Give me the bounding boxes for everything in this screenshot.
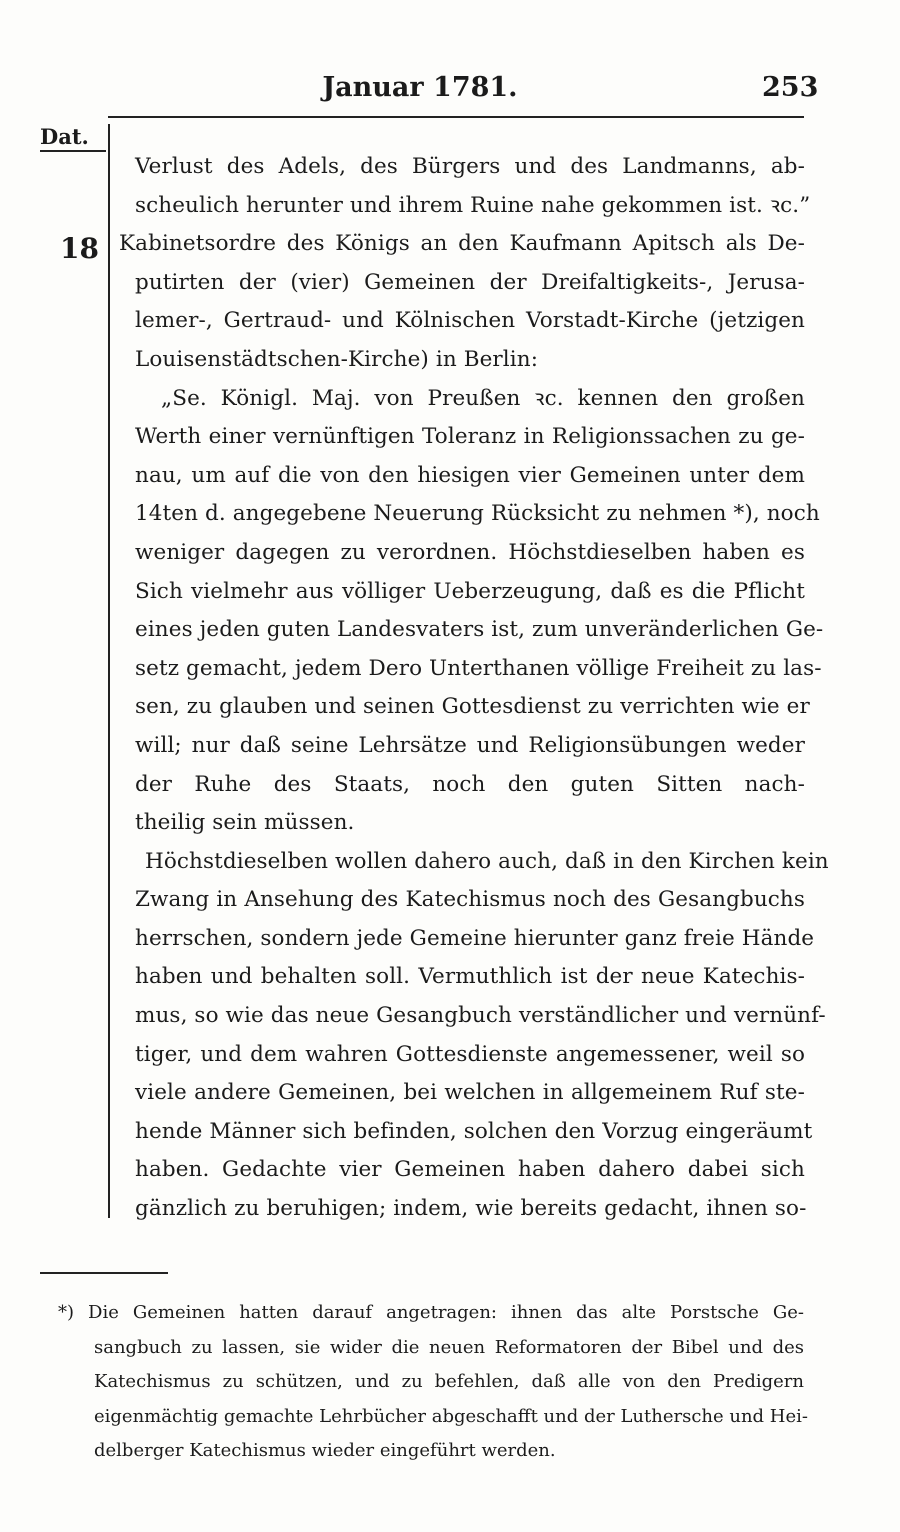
footnote-rule [40,1272,168,1274]
margin-date-label: Dat. [40,124,89,149]
footnote-line: eigenmächtig gemachte Lehrbücher abgeschafft und der Luthersche und Hei- [94,1405,808,1427]
text-line: Werth einer vernünftigen Toleranz in Religionssachen zu ge- [135,424,805,450]
footnote-line: sangbuch zu lassen, sie wider die neuen Reformatoren der Bibel und des [94,1336,804,1358]
text-line: Verlust des Adels, des Bürgers und des Landmanns, ab- [135,154,805,179]
text-line: Kabinetsordre des Königs an den Kaufmann Apitsch als De- [119,231,805,257]
running-head [0,68,900,108]
text-line: haben. Gedachte vier Gemeinen haben dahero dabei sich [135,1157,805,1183]
text-line: Zwang in Ansehung des Katechismus noch des Gesangbuchs [135,887,805,913]
text-line: putirten der (vier) Gemeinen der Dreifaltigkeits-, Jerusa- [135,269,805,295]
text-line: 14ten d. angegebene Neuerung Rücksicht zu nehmen *), noch [135,501,820,527]
text-line: theilig sein müssen. [135,810,355,836]
footnote-line: delberger Katechismus wieder eingeführt werden. [94,1440,556,1462]
text-line: sen, zu glauben und seinen Gottesdienst zu verrichten wie er [135,694,810,720]
text-line: haben und behalten soll. Vermuthlich ist der neue Katechis- [135,964,805,990]
text-line: viele andere Gemeinen, bei welchen in allgemeinem Ruf ste- [135,1080,805,1106]
text-line: Höchstdieselben wollen dahero auch, daß in den Kirchen kein [145,848,829,874]
text-line: eines jeden guten Landesvaters ist, zum unveränderlichen Ge- [135,617,824,643]
header-rule [108,116,804,118]
text-line: tiger, und dem wahren Gottesdienste angemessener, weil so [135,1041,805,1067]
text-line: will; nur daß seine Lehrsätze und Religionsübungen weder [135,732,805,758]
text-line: herrschen, sondern jede Gemeine hierunter ganz freie Hände [135,925,815,951]
text-line: der Ruhe des Staats, noch den guten Sitten nach- [135,771,805,797]
text-line: gänzlich zu beruhigen; indem, wie bereits gedacht, ihnen so- [135,1196,807,1222]
text-line: setz gemacht, jedem Dero Unterthanen völlige Freiheit zu las- [135,655,822,681]
text-line: Louisenstädtschen-Kirche) in Berlin: [135,346,539,372]
margin-rule [40,150,106,152]
footnote-line: Katechismus zu schützen, und zu befehlen, daß alle von den Predigern [94,1371,804,1393]
text-line: hende Männer sich befinden, solchen den Vorzug eingeräumt [135,1118,813,1144]
text-line: mus, so wie das neue Gesangbuch verständlicher und vernünf- [135,1003,826,1029]
margin-vertical-rule [108,124,110,1218]
main-text-column [119,148,829,1229]
footnote [58,1296,808,1469]
date-marker: 18 [60,232,99,265]
text-line: „Se. Königl. Maj. von Preußen ꝛc. kennen den großen [161,385,805,411]
footnote-line: *) Die Gemeinen hatten darauf angetragen: ihnen das alte Porstsche Ge- [58,1302,804,1323]
page-number: 253 [762,72,819,103]
page-title: Januar 1781. [322,72,518,103]
text-line: nau, um auf die von den hiesigen vier Gemeinen unter dem [135,462,805,488]
text-line: weniger dagegen zu verordnen. Höchstdieselben haben es [135,539,805,565]
text-line: scheulich herunter und ihrem Ruine nahe gekommen ist. ꝛc.” [135,192,811,218]
text-line: Sich vielmehr aus völliger Ueberzeugung, daß es die Pflicht [135,578,805,604]
text-line: lemer-, Gertraud- und Kölnischen Vorstadt-Kirche (jetzigen [135,308,805,334]
